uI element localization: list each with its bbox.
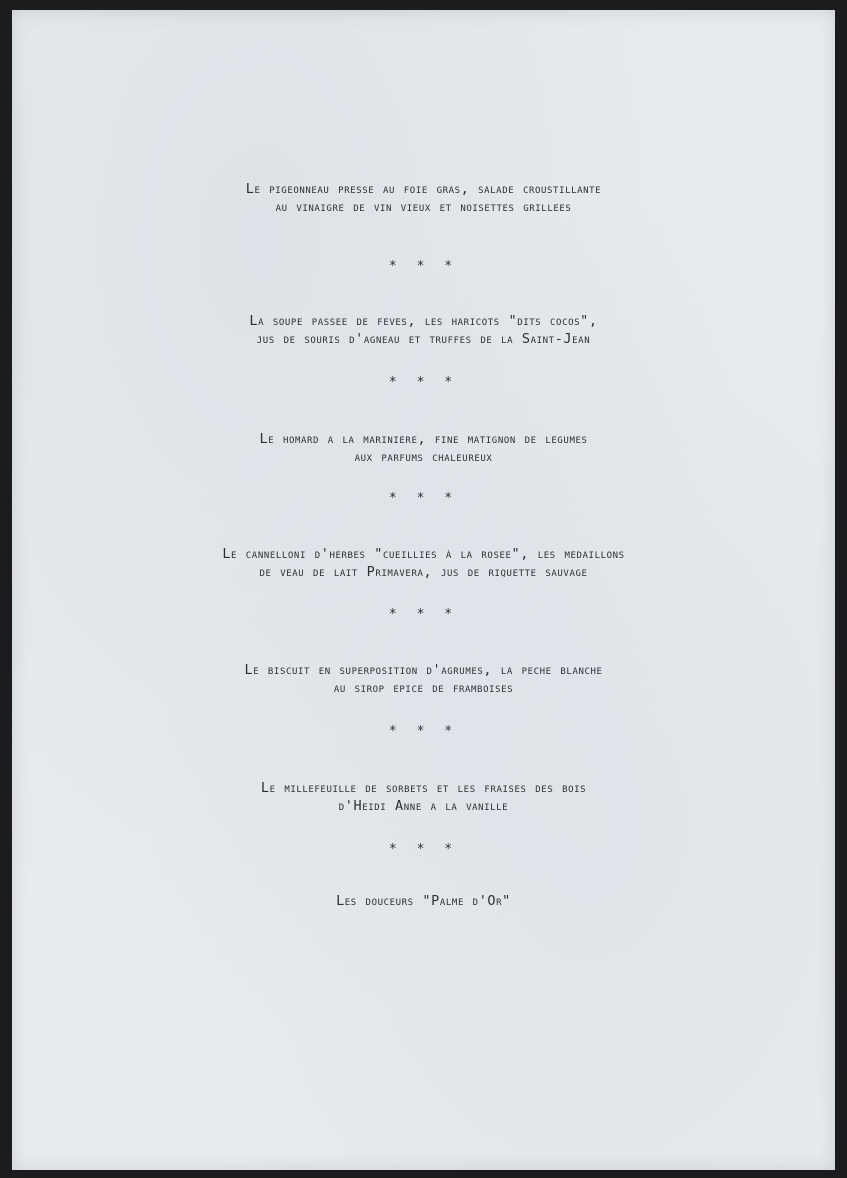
course-7	[12, 892, 835, 910]
course-3	[12, 430, 835, 466]
course-4-line-1: Le cannelloni d'herbes "cueillies à la rosee", les medaillons	[222, 546, 625, 562]
separator-3: * * *	[388, 491, 459, 506]
course-2-line-1: La soupe passee de feves, les haricots "dits cocos",	[249, 313, 598, 329]
course-6-line-2: d'Heidi Anne a la vanille	[338, 798, 509, 814]
course-2-line-2: jus de souris d'agneau et truffes de la Saint-Jean	[256, 331, 591, 347]
course-6	[12, 779, 835, 815]
course-7-line-1: Les douceurs "Palme d'Or"	[336, 893, 511, 909]
separator-1: * * *	[388, 259, 459, 274]
course-5	[12, 661, 835, 697]
course-2	[12, 312, 835, 348]
course-1-line-2: au vinaigre de vin vieux et noisettes grillees	[275, 199, 572, 215]
separator-6: * * *	[388, 842, 459, 857]
course-5-line-1: Le biscuit en superposition d'agrumes, la peche blanche	[244, 662, 603, 678]
course-3-line-2: aux parfums chaleureux	[354, 449, 493, 465]
course-1	[12, 180, 835, 216]
separator-5: * * *	[388, 724, 459, 739]
separator-4: * * *	[388, 607, 459, 622]
course-4-line-2: de veau de lait Primavera, jus de riquette sauvage	[259, 564, 588, 580]
course-1-line-1: Le pigeonneau presse au foie gras, salade croustillante	[245, 181, 602, 197]
course-3-line-1: Le homard a la mariniere, fine matignon de legumes	[259, 431, 588, 447]
course-5-line-2: au sirop epice de framboises	[333, 680, 514, 696]
course-6-line-1: Le millefeuille de sorbets et les fraises des bois	[260, 780, 587, 796]
separator-2: * * *	[388, 375, 459, 390]
course-4	[12, 545, 835, 581]
menu-sheet	[12, 10, 835, 1170]
